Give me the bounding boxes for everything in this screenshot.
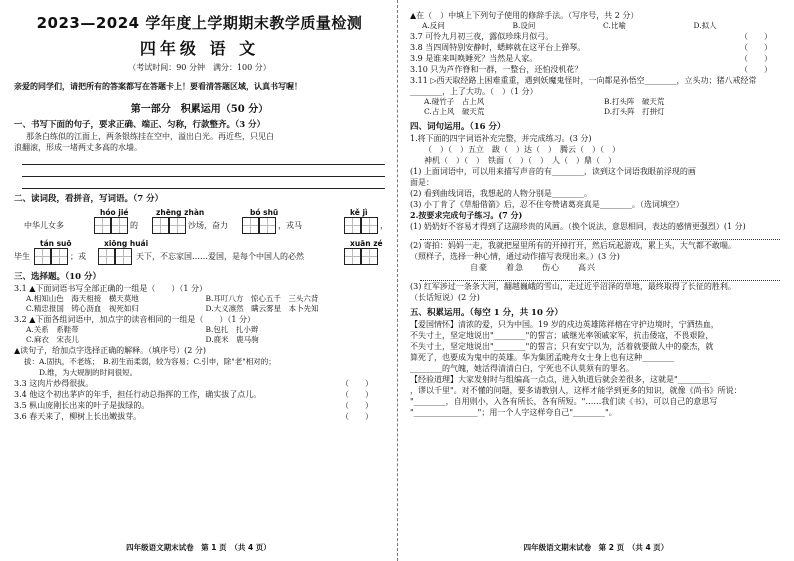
options-3-2 <box>14 325 385 345</box>
copy-text: 那条白练似的江面上，两条银练挂在空中，溢出白光。再近些，只见白 <box>26 132 274 141</box>
option-a[interactable]: A.关系 系鞋带 <box>26 325 79 334</box>
question-3-3: 3.3 这肉片炒得很拔。 （ ） <box>14 378 385 389</box>
question-read: ▲读句子，给加点字选择正确的解释。（填序号）(2 分) <box>14 346 207 355</box>
option-c[interactable]: C.精忠报国 铸心沥血 视死如归 <box>26 304 139 313</box>
exam-page-2 <box>397 0 794 561</box>
word-text: 中华儿女多 <box>24 221 64 230</box>
rhetoric-options <box>410 21 784 31</box>
page-footer: 四年级语文期末试卷 第 2 页 （共 4 页） <box>523 543 669 552</box>
paragraph-line: ，谬以千里"。对不懂的问题，要多请教别人，这样才能学到更多的知识，就像《尚书》所说： <box>410 386 742 395</box>
char-boxes[interactable] <box>344 248 378 265</box>
char-boxes[interactable] <box>94 217 128 234</box>
exam-title: 2023—2024 学年度上学期期末教学质量检测 <box>36 14 363 32</box>
option-a[interactable]: A.相知山色 海天相接 横天莫地 <box>26 294 139 303</box>
pinyin: tán suō <box>40 239 72 248</box>
read-definitions: 拔：A.固执，不老练； B.初生而柔弱，较为容易；C.引申，除"老"相对的； <box>24 357 276 366</box>
sub-question: (3) 小丁肯了《草船借箭》后，忍不住夸赞诸葛亮真是________。（选词填空） <box>410 200 684 209</box>
sub-question: （照样子，选择一种心情，通过动作描写表现出来。）(3 分) <box>410 252 620 261</box>
section-heading: 一、书写下面的句子，要求正确、端正、匀称，行款整齐。（3 分） <box>14 120 266 130</box>
option-c[interactable]: C.占上风 破天荒 <box>424 107 485 116</box>
option-b[interactable]: B.打头阵 破天荒 <box>604 97 665 106</box>
answer-paren[interactable]: （ ） <box>341 379 373 388</box>
answer-paren[interactable]: （ ） <box>341 390 373 399</box>
sub-question: （长话短说）(2 分) <box>410 293 480 302</box>
question-3-8: 3.8 当四周特别安静时，蟋蟀就在这平台上弹琴。 （ ） <box>410 42 784 53</box>
word-text: ，戎马 <box>278 221 302 230</box>
paragraph-line: 不失寸土，坚定地说出"________"的誓言；只有安宁以为，活着就要做人中的豪杰，就 <box>410 342 714 351</box>
option-d[interactable]: D.拟人 <box>693 21 717 30</box>
answer-paren[interactable]: （ ） <box>740 32 772 41</box>
char-boxes[interactable] <box>34 248 68 265</box>
pinyin: bó shū <box>250 208 279 217</box>
fill-words[interactable]: 神机（ ）（ ） 铁面（ ）（ ） 人（ ）鼎（ ） <box>424 156 616 165</box>
answer-paren[interactable]: （ ） <box>341 412 373 421</box>
option-d[interactable]: D.大义凛然 瞒云雾星 本卜先知 <box>205 304 319 313</box>
answer-paren[interactable]: （ ） <box>341 401 373 410</box>
word-text: 的 <box>130 221 138 230</box>
paragraph-line: "________________"；用一个人字这样夸自己"________"。 <box>410 408 617 417</box>
question-3-7: 3.7 可怜九月初三夜，露似珍珠月似弓。 （ ） <box>410 31 784 42</box>
question-3-5: 3.5 枞山庞刚长出来的叶子是拔绿的。 （ ） <box>14 400 385 411</box>
word-text: 天下，不忘家国……爱国，是每个中国人的必然 <box>136 252 304 261</box>
pinyin: zhēng zhàn <box>156 208 205 217</box>
char-boxes[interactable] <box>344 217 378 234</box>
writing-line[interactable] <box>22 167 385 177</box>
char-boxes[interactable] <box>242 217 276 234</box>
option-d[interactable]: D.鹿米 鹿马驹 <box>205 335 259 344</box>
question-3-9: 3.9 是谁来叫唤睡死？当然是人家。 （ ） <box>410 53 784 64</box>
section-heading: 三、选择题。（10 分） <box>14 272 102 282</box>
exam-subtitle: 四年级 语 文 <box>139 39 260 58</box>
word-text: ；戎 <box>70 252 86 261</box>
sub-question: (1) 奶奶好不容易才得到了这副珍贵的风画。（换个说法，意思相同，表达的感情更强烈）(1 分) <box>410 222 746 231</box>
option-b[interactable]: B.设问 <box>512 21 536 30</box>
options-3-11 <box>410 97 784 117</box>
pinyin: xiōng huái <box>104 239 149 248</box>
paragraph-line: "________，自用则小，入各有所长，各有所短。"……我们读《书》，可以自己的意思写 <box>410 397 718 406</box>
option-c[interactable]: C.麻衣 宋丧儿 <box>26 335 79 344</box>
option-b[interactable]: B.包扎 扎小辫 <box>205 325 259 334</box>
paragraph-line: 【爱国情怀】清浓的爱，只为中国。19 岁的戍边英雄陈祥榕在守护边境时，宁洒热血， <box>410 320 719 329</box>
question-3-1: 3.1 ▲下面词语书写全部正确的一组是（ ）（1 分） <box>14 284 208 293</box>
writing-line[interactable] <box>22 155 385 165</box>
sub-question: (2) 寄拍：妈妈一走，我就把屋里所有的开掉打开，然后玩起游戏，累上头，大气都不敢喘。 <box>410 241 736 250</box>
answer-paren[interactable]: （ ） <box>740 43 772 52</box>
char-boxes[interactable] <box>152 217 186 234</box>
paragraph-line: 算死了，也要成为鬼中的英雄。华为集团孟晚舟女士身上也有这种________ <box>410 353 674 362</box>
writing-line[interactable] <box>22 179 385 189</box>
section-heading: 二、读词段，看拼音，写词语。（7 分） <box>14 194 164 204</box>
writing-line[interactable] <box>420 273 780 281</box>
part-heading: 第一部分 积累运用（50 分） <box>130 104 269 115</box>
question-3-2: 3.2 ▲下面各组词语中，加点字的读音相同的一组是（ ）（1 分） <box>14 315 256 324</box>
answer-paren[interactable]: （ ） <box>740 65 772 74</box>
char-boxes[interactable] <box>98 248 132 265</box>
sub-question: 面是： <box>410 178 434 187</box>
option-a[interactable]: A.碰竹子 占上风 <box>424 97 485 106</box>
read-definitions: D.维，为大规制的时间很短。 <box>24 368 138 377</box>
option-a[interactable]: A.反问 <box>422 21 445 30</box>
word-text: 毕生 <box>14 252 30 261</box>
sub-question: (1) 上面词语中，可以用来描写声音的有________，读到这个词语我眼前浮现的画 <box>410 167 696 176</box>
word-text: 沙场，奋力 <box>188 221 228 230</box>
sub-question: (2) 看到曲线词语，我想起的人物分别是________。 <box>410 189 592 198</box>
option-d[interactable]: D.打头阵 打拼灯 <box>604 107 665 116</box>
copy-text: 浪翻滚，形成一堵两丈多高的水墙。 <box>14 143 142 152</box>
pinyin: hóo jié <box>100 208 129 217</box>
answer-paren[interactable]: （ ） <box>740 54 772 63</box>
pinyin: kě jì <box>350 208 368 217</box>
paragraph-line: 【经验道理】大家发射时与组编高一点点，进入轨道后就会差很多，这就是"________ <box>410 375 710 384</box>
page-footer: 四年级语文期末试卷 第 1 页 （共 4 页） <box>126 543 271 552</box>
options-3-1 <box>14 294 385 314</box>
paragraph-line: 不失寸土，坚定地说出"________"的誓言；戚继光率领戚家军，抗击倭寇，不畏艰险， <box>410 331 714 340</box>
section-heading: 五、积累运用。（每空 1 分，共 10 分） <box>410 308 563 318</box>
question-3-11: 3.11 ▷西天取经路上困难重重，遇到妖魔鬼怪时，一向都是孙悟空________，立头功；猪八戒经常________，上了大功。（ ）（1 分） <box>410 76 757 96</box>
question-3-6: 3.6 春天来了，柳树上长出嫩拔芽。 （ ） <box>14 411 385 422</box>
sub-question: 1.将下面的四字词语补充完整，并完成练习。(3 分) <box>410 134 592 143</box>
question-3-10: 3.10 只为芦作脊和一群，一整台，还怕没机花？ （ ） <box>410 64 784 75</box>
pinyin-row <box>14 239 385 267</box>
sub-question: 2.按要求完成句子练习。(7 分) <box>410 210 523 220</box>
option-b[interactable]: B.耳叮八方 惊心五千 三头六背 <box>205 294 319 303</box>
sub-question: (3) 红军涉过一条条大河，翻越巍峨的雪山，走过近乎沼泽的草地，最终取得了长征的胜利。 <box>410 282 736 291</box>
writing-line[interactable] <box>420 232 780 240</box>
section-heading: 四、词句运用。（16 分） <box>410 122 506 132</box>
paragraph-line: ________的气魄，她活得清清白白，宁死也不认莫须有的罪名。 <box>410 364 634 373</box>
question-3-4: 3.4 他这个初出茅庐的年手，担任行动总指挥的工作，确实拔了点儿。 （ ） <box>14 389 385 400</box>
pinyin-row <box>14 208 388 236</box>
question-rhetoric: ▲在（ ）中填上下列句子使用的修辞手法。（写序号，共 2 分） <box>410 11 639 20</box>
word-text: ， <box>380 221 388 230</box>
exam-info: （考试时间：90 分钟 满分：100 分） <box>128 63 271 72</box>
pinyin: xuān zé <box>350 239 383 248</box>
mood-words: 自豪 着急 伤心 高兴 <box>470 263 596 272</box>
exam-notice: 亲爱的同学们，请把所有的答案都写在答题卡上！要看清答题区域，认真书写喔！ <box>14 81 302 91</box>
option-c[interactable]: C.比喻 <box>603 21 626 30</box>
fill-words[interactable]: （ ）（ ）五立 跋（ ）达（ ） 腾云（ ）（ ） <box>424 145 620 154</box>
